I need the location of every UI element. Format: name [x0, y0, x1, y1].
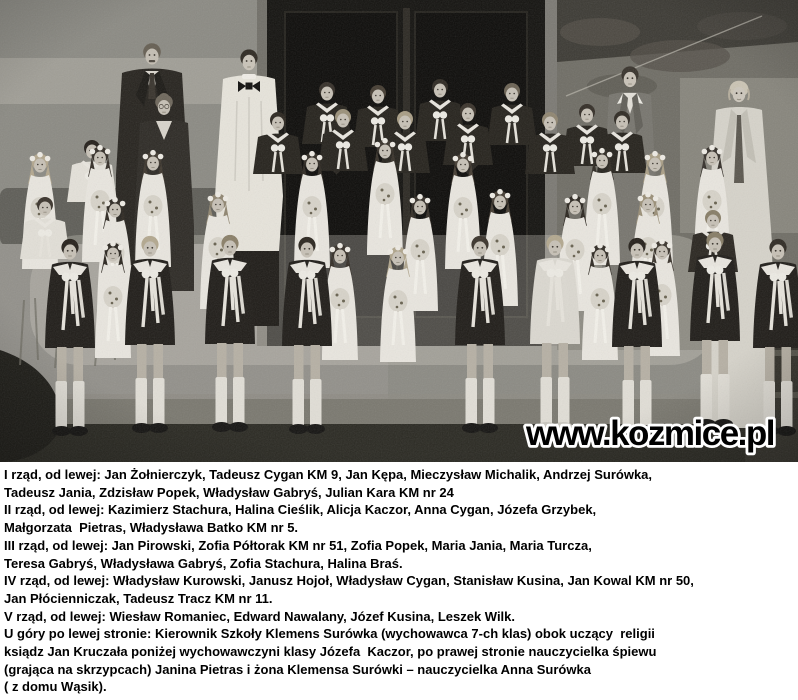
caption-line-row1b: Tadeusz Jania, Zdzisław Popek, Władysław Gabryś, Julian Kara KM nr 24 — [4, 484, 454, 500]
caption-line-row4b: Jan Płócienniczak, Tadeusz Tracz KM nr 11. — [4, 590, 273, 606]
photo-caption — [0, 462, 798, 700]
watermark-text: www.kozmice.pl — [525, 414, 775, 453]
caption-line-row2b: Małgorzata Pietras, Władysława Batko KM nr 5. — [4, 520, 299, 536]
caption-line-row4a: IV rząd, od lewej: Władysław Kurowski, Janusz Hojoł, Władysław Cygan, Stanisław Kusina, Jan Kowal KM nr 50, — [4, 573, 694, 589]
caption-line-row1a: I rząd, od lewej: Jan Żołnierczyk, Tadeusz Cygan KM 9, Jan Kępa, Mieczysław Michalik, Andrzej Surówka, — [4, 467, 653, 482]
caption-line-row3a: III rząd, od lewej: Jan Pirowski, Zofia Półtorak KM nr 51, Zofia Popek, Maria Jania, Maria Turcza, — [4, 537, 592, 553]
caption-line-teachers4: ( z domu Wąsik). — [4, 679, 107, 695]
caption-line-teachers1: U góry po lewej stronie: Kierownik Szkoły Klemens Surówka (wychowawca 7-ch klas) obok uczący religii — [4, 626, 655, 642]
caption-line-teachers3: (grająca na skrzypcach) Janina Pietras i żona Klemensa Surówki – nauczycielka Anna Surówka — [4, 661, 591, 677]
caption-line-row2a: II rząd, od lewej: Kazimierz Stachura, Halina Cieślik, Alicja Kaczor, Anna Cygan, Józefa Grzybek, — [4, 502, 597, 518]
caption-line-row3b: Teresa Gabryś, Władysława Gabryś, Zofia Stachura, Halina Braś. — [4, 555, 403, 571]
caption-line-row5: V rząd, od lewej: Wiesław Romaniec, Edward Nawalany, Józef Kusina, Leszek Wilk. — [4, 608, 516, 624]
caption-line-teachers2: ksiądz Jan Kruczała poniżej wychowawczyni klasy Józefa Kaczor, po prawej stronie nauczycielka śpiewu — [4, 644, 657, 660]
